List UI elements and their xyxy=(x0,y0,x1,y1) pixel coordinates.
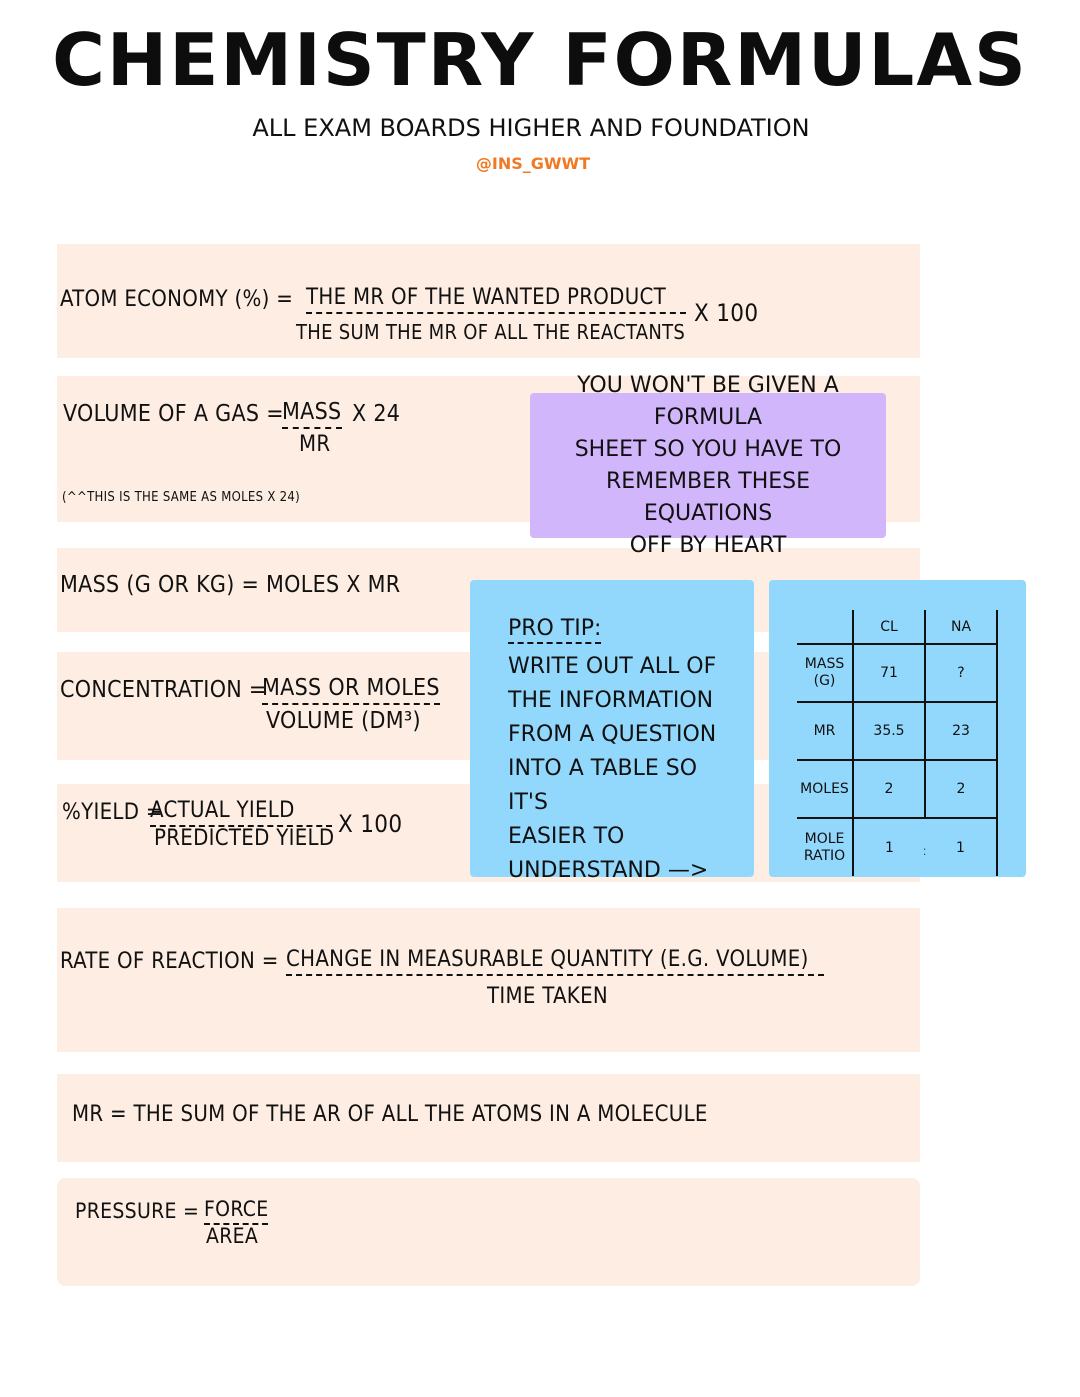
formula-lhs: CONCENTRATION = xyxy=(60,677,267,703)
note-line: YOU WON'T BE GIVEN A FORMULA xyxy=(577,372,839,430)
formula-mr: MR = THE SUM OF THE AR OF ALL THE ATOMS IN A MOLECULE xyxy=(72,1102,708,1127)
note-line: REMEMBER THESE EQUATIONS xyxy=(605,468,811,526)
formula-numerator: CHANGE IN MEASURABLE QUANTITY (E.G. VOLUME) xyxy=(286,947,824,976)
column-header: NA xyxy=(925,610,997,644)
reminder-note xyxy=(530,372,886,558)
column-header: CL xyxy=(853,610,925,644)
formula-note: (^^THIS IS THE SAME AS MOLES X 24) xyxy=(62,490,301,505)
example-table-box xyxy=(769,580,1026,877)
pro-tip-line: INTO A TABLE SO IT'S xyxy=(508,756,698,815)
formula-multiplier: X 100 xyxy=(338,810,403,838)
formula-denominator: PREDICTED YIELD xyxy=(154,826,335,851)
band-pressure xyxy=(57,1178,920,1286)
formula-numerator: MASS xyxy=(282,399,342,429)
pro-tip-line: EASIER TO xyxy=(508,824,625,849)
page-subtitle: ALL EXAM BOARDS HIGHER AND FOUNDATION xyxy=(252,114,810,142)
table-cell: 1 xyxy=(853,818,925,876)
formula-lhs: PRESSURE = xyxy=(75,1199,200,1223)
table-row xyxy=(797,818,997,876)
pro-tip-line: FROM A QUESTION xyxy=(508,722,717,747)
formula-numerator: THE MR OF THE WANTED PRODUCT xyxy=(306,285,686,314)
pro-tip-line: WRITE OUT ALL OF xyxy=(508,654,717,679)
note-line: OFF BY HEART xyxy=(629,532,787,558)
formula-denominator: THE SUM THE MR OF ALL THE REACTANTS xyxy=(296,320,686,344)
row-label: MOLE RATIO xyxy=(797,818,853,876)
pro-tip-heading: PRO TIP: xyxy=(508,616,601,644)
row-label: MOLES xyxy=(797,760,853,818)
formula-denominator: TIME TAKEN xyxy=(487,984,608,1009)
note-line: SHEET SO YOU HAVE TO xyxy=(574,436,842,462)
pro-tip-line: UNDERSTAND —> xyxy=(508,858,709,883)
author-handle: @INS_GWWT xyxy=(475,154,591,173)
table-cell: 2 xyxy=(853,760,925,818)
formula-lhs: RATE OF REACTION = xyxy=(60,949,279,974)
formula-denominator: VOLUME (DM³) xyxy=(266,708,421,734)
row-label: MASS (G) xyxy=(797,644,853,702)
table-cell: 71 xyxy=(853,644,925,702)
formula-multiplier: X 100 xyxy=(694,299,759,327)
formula-lhs: VOLUME OF A GAS = xyxy=(63,401,284,427)
formula-numerator: ACTUAL YIELD xyxy=(150,798,332,827)
table-cell: 2 xyxy=(925,760,997,818)
table-cell: 35.5 xyxy=(853,702,925,760)
table-cell: ? xyxy=(925,644,997,702)
example-table xyxy=(797,610,998,876)
band-rate xyxy=(57,908,920,1052)
page-title: CHEMISTRY FORMULAS xyxy=(52,18,1028,102)
formula-lhs: ATOM ECONOMY (%) = xyxy=(60,287,294,312)
formula-multiplier: X 24 xyxy=(352,401,401,427)
formula-denominator: AREA xyxy=(206,1224,259,1248)
pro-tip-line: THE INFORMATION xyxy=(508,688,714,713)
table-cell: 23 xyxy=(925,702,997,760)
formula-mass: MASS (G OR KG) = MOLES X MR xyxy=(60,572,401,598)
pro-tip-box xyxy=(470,580,754,883)
formula-numerator: MASS OR MOLES xyxy=(262,675,440,705)
row-label: MR xyxy=(797,702,853,760)
table-row xyxy=(797,702,997,760)
formula-numerator: FORCE xyxy=(204,1197,268,1225)
formula-denominator: MR xyxy=(299,432,331,457)
formula-lhs: %YIELD = xyxy=(62,800,163,825)
table-cell: 1 xyxy=(925,818,997,876)
ratio-separator: : xyxy=(923,844,927,858)
table-row xyxy=(797,644,997,702)
table-row xyxy=(797,760,997,818)
